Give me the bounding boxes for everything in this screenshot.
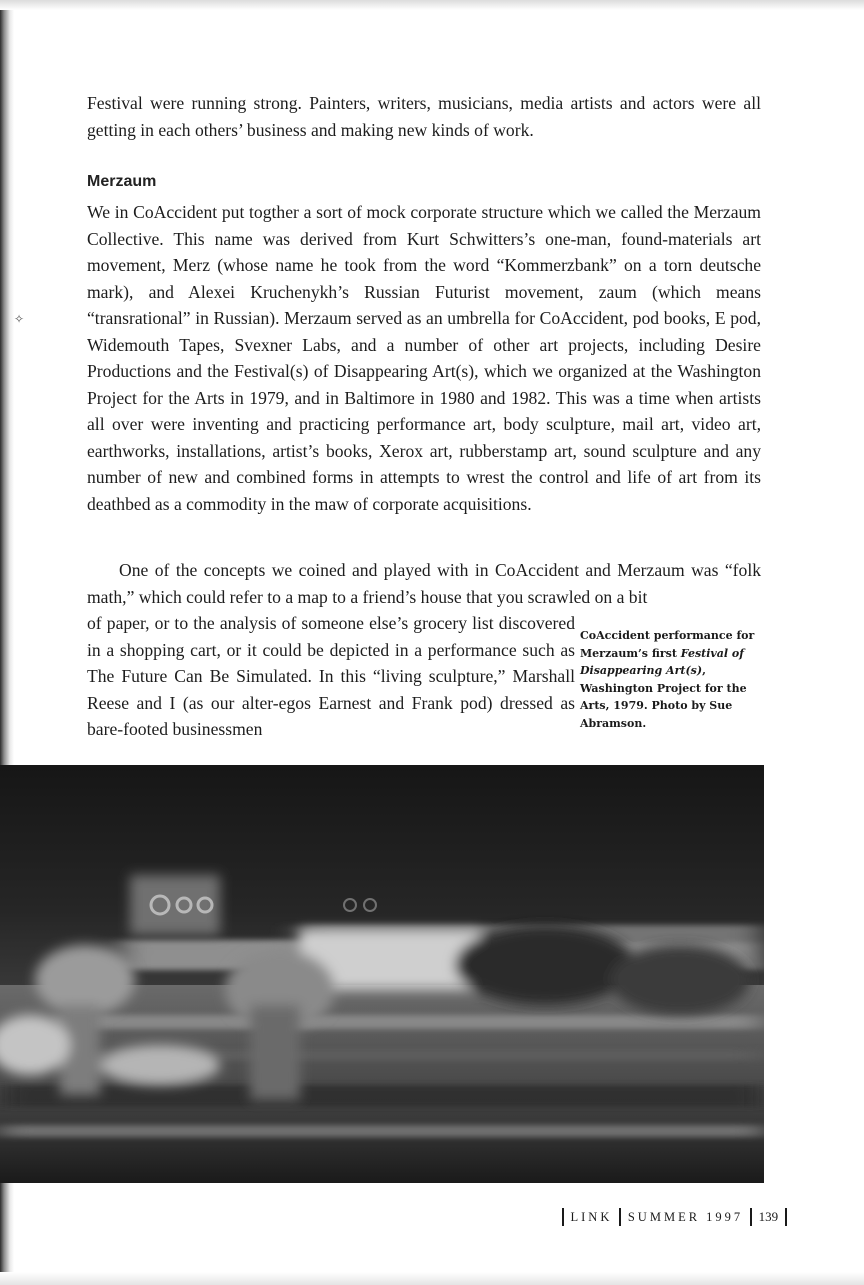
performance-photograph bbox=[0, 765, 764, 1183]
body-paragraph-2-lead: One of the concepts we coined and played with in CoAccident and Merzaum was “folk math,” which could refer to a map to a friend’s house that you scrawled on a bit bbox=[87, 560, 761, 607]
issue-date: SUMMER 1997 bbox=[627, 1209, 744, 1224]
caption-italic-title: Festival of Disappearing Art(s) bbox=[580, 646, 744, 677]
publication-name: LINK bbox=[570, 1209, 613, 1224]
footer-rule bbox=[785, 1208, 787, 1226]
photo-caption bbox=[580, 627, 760, 732]
running-footer bbox=[555, 1208, 794, 1226]
scan-speck: ✧ bbox=[14, 312, 25, 326]
caption-text-start: CoAccident performance for Merzaum’s first bbox=[580, 629, 755, 660]
intro-paragraph: Festival were running strong. Painters, writers, musicians, media artists and actors were all getting in each others’ business and making new kinds of work. bbox=[87, 93, 761, 140]
page-number: 139 bbox=[758, 1209, 779, 1224]
photo-image bbox=[0, 765, 764, 1183]
body-paragraph-1: We in CoAccident put togther a sort of mock corporate structure which we called the Merzaum Collective. This name was derived from Kurt Schwitters’s one-man, found-materials art movement, Merz (whose name he took from the word “Kommerzbank” on a torn deutsche mark), and Alexei Kruchenykh’s Russian Futurist movement, zaum (which means “transrational” in Russian). Merzaum served as an umbrella for CoAccident, pod books, E pod, Widemouth Tapes, Svexner Labs, and a number of other art projects, including Desire Productions and the Festival(s) of Disappearing Art(s), which we organized at the Washington Project for the Arts in 1979, and in Baltimore in 1980 and 1982. This was a time when artists all over were inventing and practicing performance art, body sculpture, mail art, video art, earthworks, installations, artist’s books, Xerox art, rubberstamp art, sound sculpture and any number of new and combined forms in attempts to wrest the control and life of art from its deathbed as a commodity in the maw of corporate acquisitions. bbox=[87, 202, 761, 514]
footer-rule bbox=[750, 1208, 752, 1226]
body-paragraph-2-wrap-zone bbox=[87, 610, 575, 743]
body-paragraph-2-continued: of paper, or to the analysis of someone else’s grocery list discovered in a shopping cart, or it could be depicted in a performance such as The Future Can Be Simulated. In this “living sculpture,” Marshall Reese and I (as our alter-egos Earnest and Frank pod) dressed as bare-footed businessmen bbox=[87, 613, 575, 739]
footer-rule bbox=[619, 1208, 621, 1226]
top-page-edge bbox=[0, 0, 864, 10]
caption-text-end: , Washington Project for the Arts, 1979. Photo by Sue Abramson. bbox=[580, 664, 747, 730]
footer-rule bbox=[562, 1208, 564, 1226]
section-heading: Merzaum bbox=[87, 173, 157, 190]
bottom-page-edge bbox=[0, 1272, 864, 1285]
